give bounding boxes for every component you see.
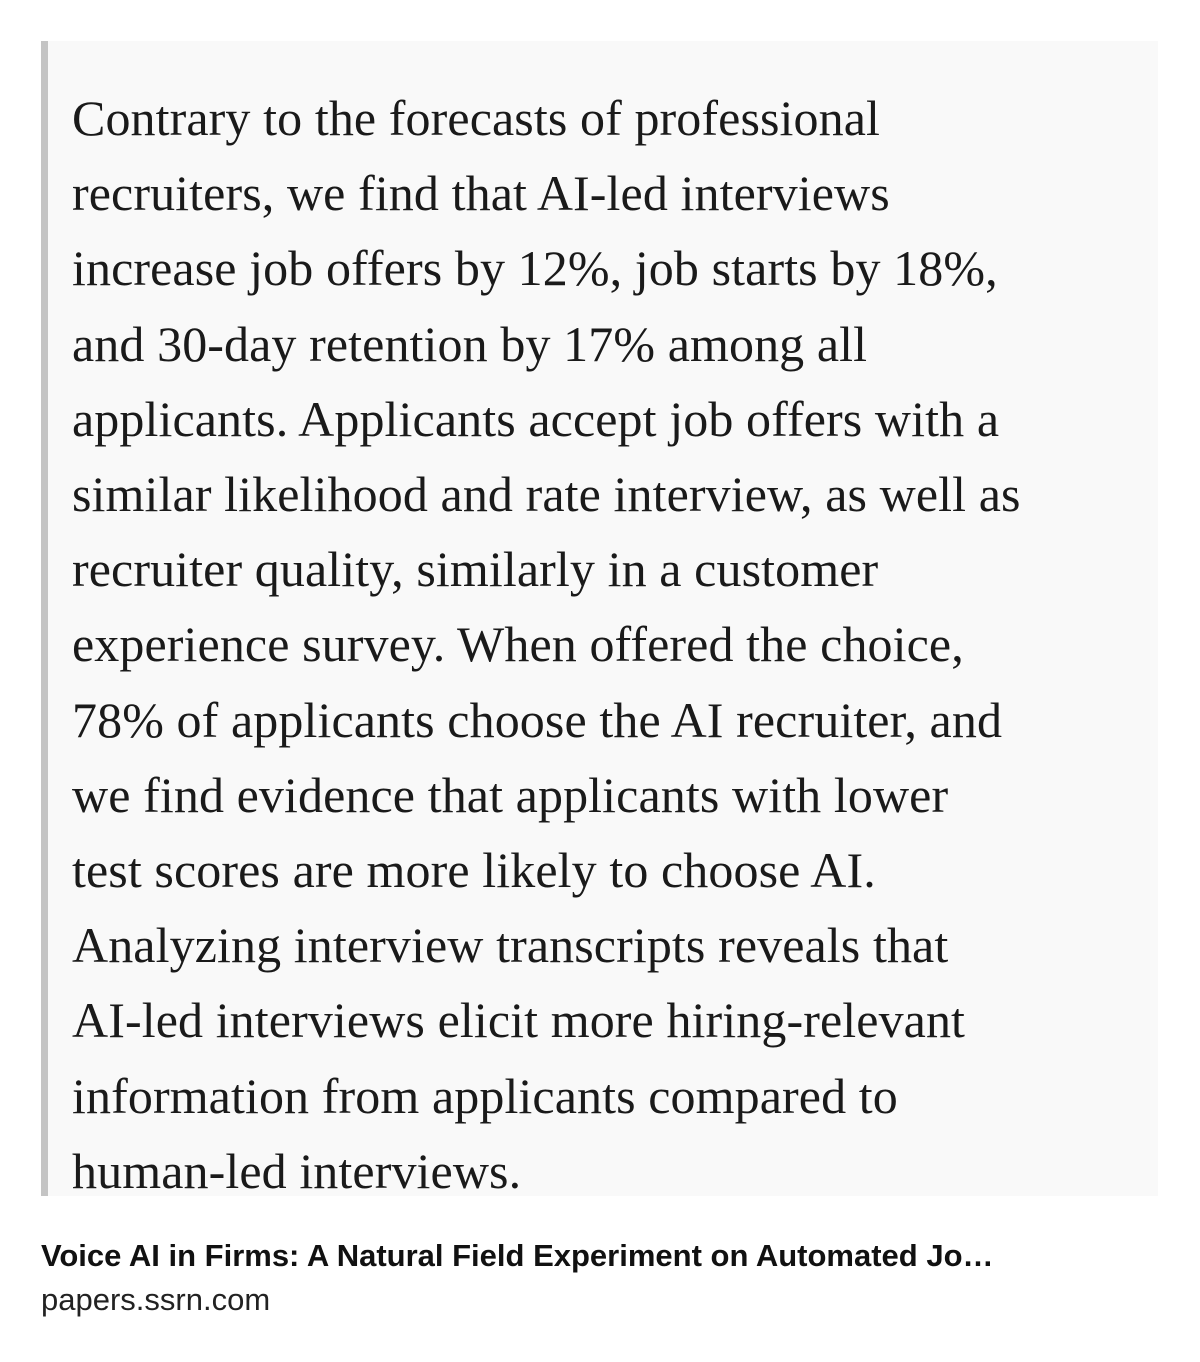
link-preview[interactable] xyxy=(41,1236,1158,1320)
quote-line: similar likelihood and rate interview, as well as xyxy=(72,466,1021,523)
quote-line: recruiter quality, similarly in a customer xyxy=(72,541,879,598)
link-domain[interactable]: papers.ssrn.com xyxy=(41,1282,271,1317)
quote-block xyxy=(41,41,1158,1199)
quote-line: increase job offers by 12%, job starts by 18%, xyxy=(72,240,998,297)
quote-line: experience survey. When offered the choice, xyxy=(72,616,964,673)
quote-line: human-led interviews. xyxy=(72,1142,522,1199)
quote-line: test scores are more likely to choose AI. xyxy=(72,842,876,899)
link-title[interactable]: Voice AI in Firms: A Natural Field Experiment on Automated Jo… xyxy=(41,1238,994,1273)
quote-line: applicants. Applicants accept job offers with a xyxy=(72,390,1000,447)
quote-line: Analyzing interview transcripts reveals that xyxy=(72,917,949,974)
quote-text xyxy=(72,81,1138,1209)
quote-line: Contrary to the forecasts of professional xyxy=(72,90,881,146)
quote-line: we find evidence that applicants with lower xyxy=(72,766,949,823)
quote-line: recruiters, we find that AI-led interviews xyxy=(72,165,890,222)
quote-line: AI-led interviews elicit more hiring-relevant xyxy=(72,992,966,1049)
quote-line: information from applicants compared to xyxy=(72,1067,898,1124)
quote-line: 78% of applicants choose the AI recruiter, and xyxy=(72,691,1003,748)
quote-line: and 30-day retention by 17% among all xyxy=(72,315,868,372)
